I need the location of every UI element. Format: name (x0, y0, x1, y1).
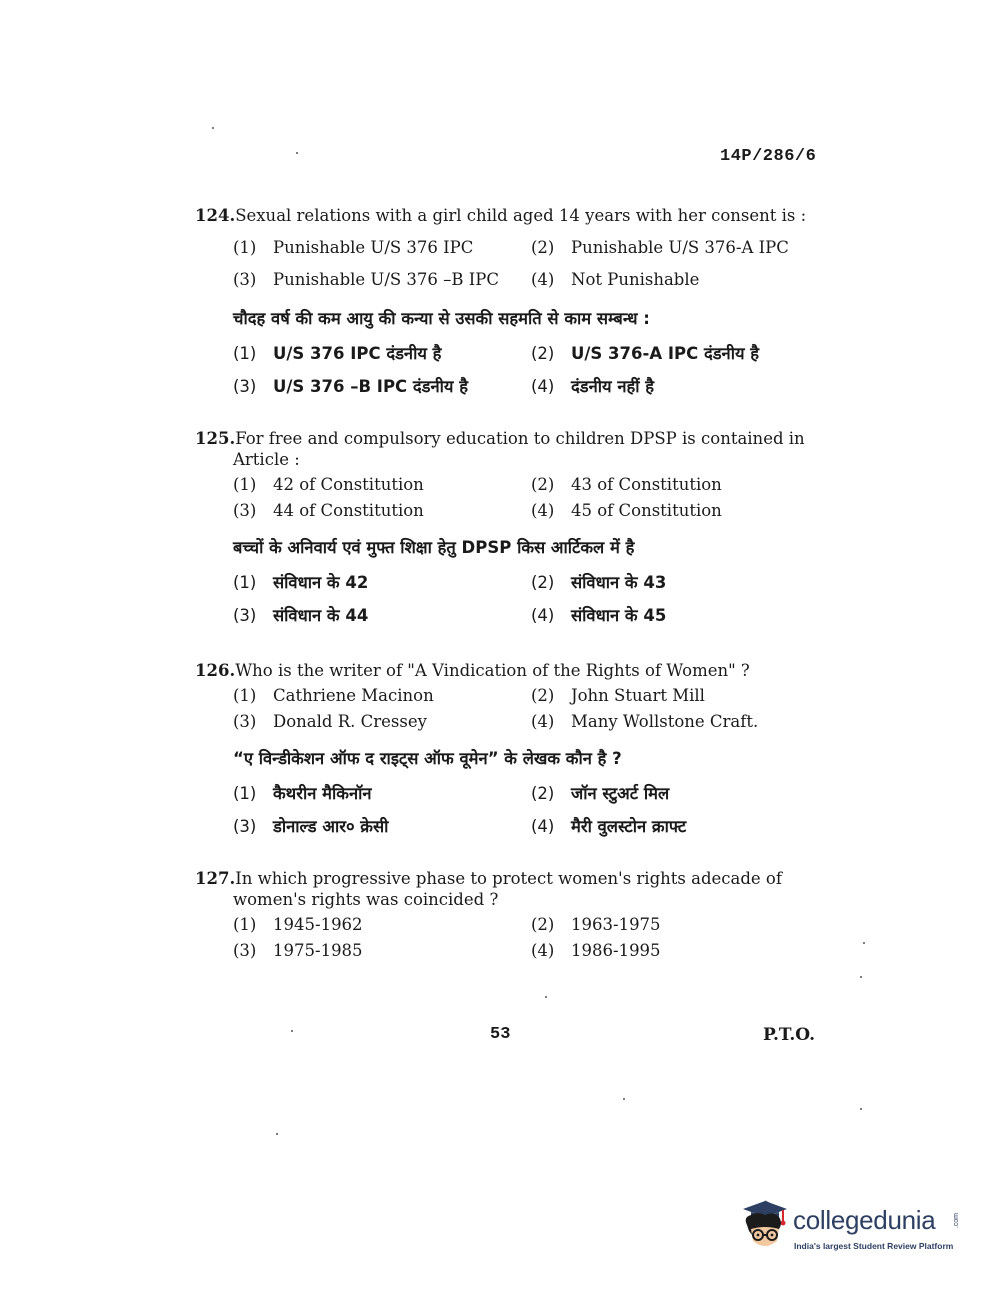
option: (4) दंडनीय नहीं है (531, 377, 655, 396)
scan-speck (860, 976, 862, 978)
option: (3) Punishable U/S 376 –B IPC (233, 270, 500, 289)
scan-speck (276, 1133, 278, 1135)
question-text-continued: women's rights was coincided ? (233, 890, 499, 909)
scan-speck (545, 996, 547, 998)
question-text-hindi: चौदह वर्ष की कम आयु की कन्या से उसकी सहमति से काम सम्बन्ध : (233, 309, 650, 328)
option: (3) संविधान के 44 (233, 606, 369, 625)
logo-brand-text: collegedunia (793, 1205, 936, 1235)
question-126 (195, 660, 835, 843)
option: (1) संविधान के 42 (233, 573, 369, 592)
question-text-hindi: “ए विन्डीकेशन ऑफ द राइट्स ऑफ वूमेन” के लेखक कौन है ? (233, 749, 622, 768)
question-text: Who is the writer of "A Vindication of the Rights of Women" ? (235, 661, 750, 680)
logo-suffix: .com (953, 1213, 960, 1229)
graduate-mascot-icon (735, 1195, 791, 1255)
option: (1) Punishable U/S 376 IPC (233, 238, 474, 257)
option: (2) 43 of Constitution (531, 475, 722, 494)
question-number: 124. (195, 206, 236, 225)
option: (4) 1986-1995 (531, 941, 661, 960)
option: (4) Not Punishable (531, 270, 700, 289)
option-row (233, 370, 835, 403)
question-127 (195, 868, 835, 964)
question-text: For free and compulsory education to children DPSP is contained in (235, 429, 805, 448)
option: (1) 1945-1962 (233, 915, 363, 934)
option: (2) संविधान के 43 (531, 573, 667, 592)
option: (3) Donald R. Cressey (233, 712, 427, 731)
option: (4) 45 of Constitution (531, 501, 722, 520)
question-text-hindi: बच्चों के अनिवार्य एवं मुफ्त शिक्षा हेतु DPSP किस आर्टिकल में है (233, 538, 635, 557)
option-row (233, 472, 835, 498)
option: (4) संविधान के 45 (531, 606, 667, 625)
option: (3) 44 of Constitution (233, 501, 424, 520)
option: (1) 42 of Constitution (233, 475, 424, 494)
options-hi (233, 337, 835, 403)
option: (1) U/S 376 IPC दंडनीय है (233, 344, 442, 363)
option: (2) 1963-1975 (531, 915, 661, 934)
option-row (233, 599, 835, 632)
option-row (233, 267, 835, 293)
question-number: 125. (195, 429, 236, 448)
option: (4) मैरी वुलस्टोन क्राफ्ट (531, 817, 687, 836)
question-text: Sexual relations with a girl child aged 14 years with her consent is : (235, 206, 807, 225)
options-hi (233, 777, 835, 843)
question-text: In which progressive phase to protect women's rights adecade of (235, 869, 782, 888)
options-en (233, 235, 835, 293)
option-row (233, 498, 835, 524)
scan-speck (291, 1030, 293, 1032)
scan-speck (860, 1108, 862, 1110)
option: (3) U/S 376 –B IPC दंडनीय है (233, 377, 468, 396)
option: (1) Cathriene Macinon (233, 686, 434, 705)
option-row (233, 566, 835, 599)
option: (2) John Stuart Mill (531, 686, 705, 705)
option: (3) 1975-1985 (233, 941, 363, 960)
options-en (233, 472, 835, 524)
pto-label: P.T.O. (763, 1025, 815, 1045)
option-row (233, 938, 835, 964)
option-row (233, 777, 835, 810)
paper-code: 14P/286/6 (720, 147, 817, 166)
options-en (233, 683, 835, 735)
option-row (233, 337, 835, 370)
scan-speck (296, 152, 298, 154)
question-125 (195, 428, 835, 632)
question-text-continued: Article : (233, 450, 300, 469)
option-row (233, 709, 835, 735)
scan-speck (623, 1098, 625, 1100)
page-number: 53 (490, 1025, 511, 1044)
logo-tagline: India's largest Student Review Platform (794, 1241, 954, 1251)
option: (1) कैथरीन मैकिनॉन (233, 784, 372, 803)
option: (3) डोनाल्ड आर० क्रेसी (233, 817, 389, 836)
option-row (233, 683, 835, 709)
option: (2) जॉन स्टुअर्ट मिल (531, 784, 670, 803)
options-en (233, 912, 835, 964)
collegedunia-logo (735, 1195, 965, 1270)
option: (2) Punishable U/S 376-A IPC (531, 238, 789, 257)
scan-speck (212, 127, 214, 129)
question-number: 127. (195, 869, 236, 888)
option: (4) Many Wollstone Craft. (531, 712, 759, 731)
question-124 (195, 205, 835, 403)
question-number: 126. (195, 661, 236, 680)
option-row (233, 235, 835, 261)
options-hi (233, 566, 835, 632)
option: (2) U/S 376-A IPC दंडनीय है (531, 344, 760, 363)
scan-speck (863, 942, 865, 944)
option-row (233, 912, 835, 938)
option-row (233, 810, 835, 843)
